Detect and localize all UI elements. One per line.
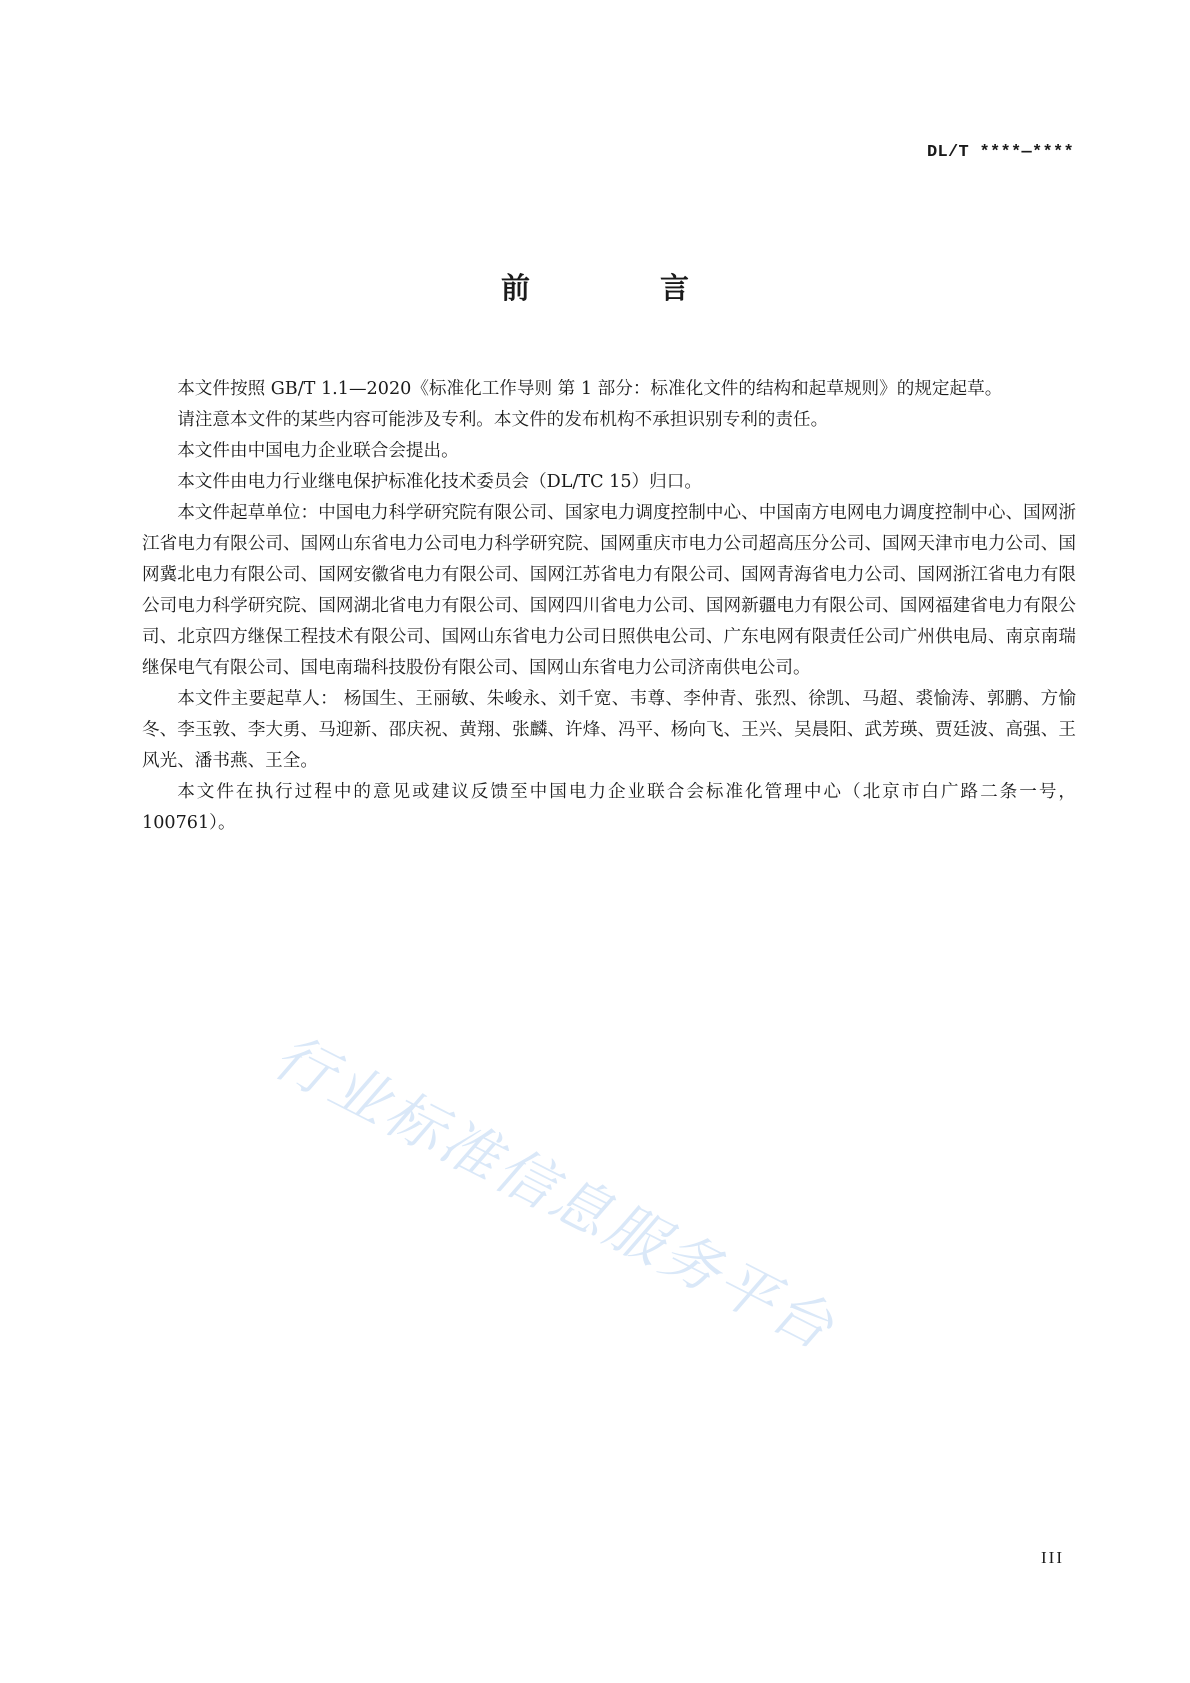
paragraph-drafting-units: 本文件起草单位：中国电力科学研究院有限公司、国家电力调度控制中心、中国南方电网电力调度控制中心、国网浙江省电力有限公司、国网山东省电力公司电力科学研究院、国网重庆市电力公司超高压分公司、国网天津市电力公司、国网冀北电力有限公司、国网安徽省电力有限公司、国网江苏省电力有限公司、国网青海省电力公司、国网浙江省电力有限公司电力科学研究院、国网湖北省电力有限公司、国网四川省电力公司、国网新疆电力有限公司、国网福建省电力有限公司、北京四方继保工程技术有限公司、国网山东省电力公司日照供电公司、广东电网有限责任公司广州供电局、南京南瑞继保电气有限公司、国电南瑞科技股份有限公司、国网山东省电力公司济南供电公司。	[142, 503, 1076, 678]
paragraph-patent-notice: 请注意本文件的某些内容可能涉及专利。本文件的发布机构不承担识别专利的责任。	[177, 410, 829, 430]
paragraph-drafters: 本文件主要起草人： 杨国生、王丽敏、朱峻永、刘千宽、韦尊、李仲青、张烈、徐凯、马超、裘愉涛、郭鹏、方愉冬、李玉敦、李大勇、马迎新、邵庆祝、黄翔、张麟、许烽、冯平、杨向飞、王兴、吴晨阳、武芳瑛、贾廷波、高强、王风光、潘书燕、王全。	[142, 689, 1076, 771]
page-number: III	[1041, 1548, 1064, 1567]
paragraph-feedback: 本文件在执行过程中的意见或建议反馈至中国电力企业联合会标准化管理中心（北京市白广路二条一号，100761）。	[142, 782, 1076, 833]
paragraph-drafting-basis: 本文件按照 GB/T 1.1—2020《标准化工作导则 第 1 部分：标准化文件的结构和起草规则》的规定起草。	[177, 379, 1003, 399]
page-title: 前 言	[500, 271, 750, 305]
paragraph-proposer: 本文件由中国电力企业联合会提出。	[177, 441, 459, 461]
paragraph-technical-committee: 本文件由电力行业继电保护标准化技术委员会（DL/TC 15）归口。	[177, 472, 702, 492]
document-code: DL/T ****—****	[926, 143, 1074, 162]
preface-body	[142, 374, 1076, 839]
watermark: 行业标准信息服务平台	[263, 1021, 847, 1364]
